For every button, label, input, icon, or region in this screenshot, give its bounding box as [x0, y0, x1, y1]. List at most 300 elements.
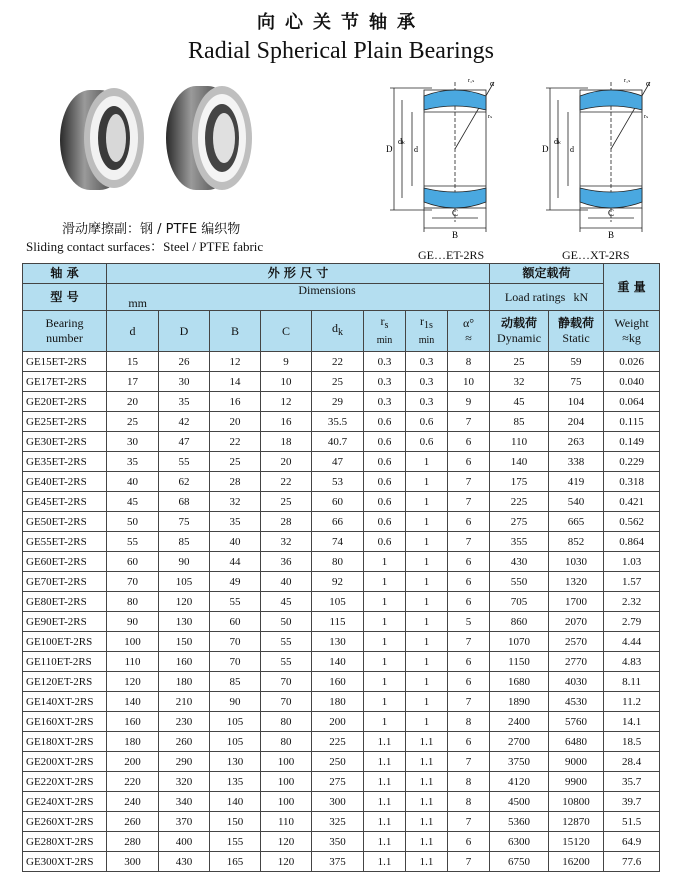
- cell-value: 0.026: [604, 352, 660, 372]
- cell-value: 47: [312, 452, 364, 472]
- cell-model: GE55ET-2RS: [23, 532, 107, 552]
- cell-value: 1.1: [406, 732, 448, 752]
- cell-value: 100: [261, 792, 312, 812]
- cell-value: 85: [210, 672, 261, 692]
- cell-value: 45: [490, 392, 549, 412]
- cell-model: GE110ET-2RS: [23, 652, 107, 672]
- header-B: B: [210, 311, 261, 352]
- table-row: [23, 592, 660, 612]
- cell-value: 2770: [549, 652, 604, 672]
- cell-value: 1: [406, 672, 448, 692]
- cell-value: 110: [107, 652, 159, 672]
- cell-value: 4.83: [604, 652, 660, 672]
- cell-value: 4030: [549, 672, 604, 692]
- cell-value: 1.1: [364, 792, 406, 812]
- cell-value: 2400: [490, 712, 549, 732]
- cell-model: GE120ET-2RS: [23, 672, 107, 692]
- cell-value: 15120: [549, 832, 604, 852]
- cell-value: 0.040: [604, 372, 660, 392]
- table-row: [23, 492, 660, 512]
- cell-model: GE15ET-2RS: [23, 352, 107, 372]
- cell-value: 25: [261, 492, 312, 512]
- cell-value: 51.5: [604, 812, 660, 832]
- cell-value: 370: [159, 812, 210, 832]
- cell-value: 7: [448, 472, 490, 492]
- cell-value: 28: [261, 512, 312, 532]
- cell-value: 1.1: [406, 832, 448, 852]
- cell-value: 1: [406, 652, 448, 672]
- cell-value: 6: [448, 512, 490, 532]
- cell-value: 70: [210, 632, 261, 652]
- cell-value: 1: [364, 572, 406, 592]
- cell-value: 6: [448, 572, 490, 592]
- cell-value: 200: [312, 712, 364, 732]
- cell-value: 130: [210, 752, 261, 772]
- cell-value: 14.1: [604, 712, 660, 732]
- cell-value: 110: [490, 432, 549, 452]
- cell-value: 140: [312, 652, 364, 672]
- cell-value: 10: [261, 372, 312, 392]
- table-row: [23, 532, 660, 552]
- cell-model: GE40ET-2RS: [23, 472, 107, 492]
- cell-value: 140: [107, 692, 159, 712]
- cell-value: 290: [159, 752, 210, 772]
- cell-model: GE17ET-2RS: [23, 372, 107, 392]
- cell-value: 705: [490, 592, 549, 612]
- page-title-en: Radial Spherical Plain Bearings: [188, 38, 494, 64]
- cell-value: 665: [549, 512, 604, 532]
- dim-letter-C: C: [452, 208, 459, 218]
- cell-value: 0.3: [364, 352, 406, 372]
- cell-value: 70: [261, 692, 312, 712]
- cell-value: 355: [490, 532, 549, 552]
- cell-value: 540: [549, 492, 604, 512]
- bearing-photo-2: [160, 76, 260, 201]
- cell-value: 1: [406, 632, 448, 652]
- cell-value: 1: [406, 712, 448, 732]
- cell-value: 0.3: [406, 352, 448, 372]
- header-alpha: α° ≈: [448, 311, 490, 352]
- cell-value: 30: [107, 432, 159, 452]
- cell-value: 0.6: [364, 412, 406, 432]
- cell-model: GE35ET-2RS: [23, 452, 107, 472]
- cell-value: 150: [210, 812, 261, 832]
- cell-value: 4500: [490, 792, 549, 812]
- cell-value: 1070: [490, 632, 549, 652]
- dim-letter-D-2: D: [542, 144, 549, 154]
- cell-value: 85: [490, 412, 549, 432]
- cell-value: 1.1: [406, 812, 448, 832]
- cell-value: 0.6: [364, 512, 406, 532]
- cell-value: 1.1: [406, 752, 448, 772]
- header-d: d: [107, 311, 159, 352]
- cell-value: 55: [261, 632, 312, 652]
- cell-value: 263: [549, 432, 604, 452]
- cell-value: 260: [159, 732, 210, 752]
- cell-value: 11.2: [604, 692, 660, 712]
- cell-value: 40.7: [312, 432, 364, 452]
- cell-value: 18: [261, 432, 312, 452]
- cell-value: 28: [210, 472, 261, 492]
- cell-value: 50: [261, 612, 312, 632]
- cell-value: 200: [107, 752, 159, 772]
- cell-value: 45: [261, 592, 312, 612]
- cell-value: 1.1: [364, 852, 406, 872]
- cell-value: 12870: [549, 812, 604, 832]
- cell-value: 275: [490, 512, 549, 532]
- cell-value: 25: [107, 412, 159, 432]
- cell-value: 110: [261, 812, 312, 832]
- table-row: [23, 432, 660, 452]
- cell-value: 350: [312, 832, 364, 852]
- page-title-cn: 向心关节轴承: [257, 12, 425, 33]
- cell-value: 9: [261, 352, 312, 372]
- cell-model: GE70ET-2RS: [23, 572, 107, 592]
- dim-letter-rs-2: rₛ: [644, 114, 649, 120]
- cell-value: 55: [159, 452, 210, 472]
- cell-value: 1: [406, 552, 448, 572]
- cell-value: 210: [159, 692, 210, 712]
- table-row: [23, 792, 660, 812]
- cell-value: 1: [364, 712, 406, 732]
- cell-value: 320: [159, 772, 210, 792]
- cell-value: 40: [107, 472, 159, 492]
- cell-model: GE20ET-2RS: [23, 392, 107, 412]
- cell-value: 60: [210, 612, 261, 632]
- cell-value: 150: [159, 632, 210, 652]
- cell-value: 2.79: [604, 612, 660, 632]
- cell-value: 10: [448, 372, 490, 392]
- cell-value: 1.1: [364, 732, 406, 752]
- cell-value: 100: [261, 752, 312, 772]
- header-model-cn: 轴 承: [23, 264, 107, 284]
- cell-value: 1: [406, 692, 448, 712]
- cell-value: 16: [261, 412, 312, 432]
- cell-value: 32: [261, 532, 312, 552]
- cell-value: 16200: [549, 852, 604, 872]
- cell-value: 26: [159, 352, 210, 372]
- cell-value: 80: [261, 732, 312, 752]
- cell-value: 10800: [549, 792, 604, 812]
- cell-value: 42: [159, 412, 210, 432]
- cell-value: 0.229: [604, 452, 660, 472]
- cell-value: 14: [210, 372, 261, 392]
- cell-model: GE220XT-2RS: [23, 772, 107, 792]
- dim-letter-dk-2: dₖ: [554, 137, 562, 146]
- cell-value: 35: [210, 512, 261, 532]
- cell-value: 0.562: [604, 512, 660, 532]
- cell-value: 8: [448, 772, 490, 792]
- cell-value: 12: [261, 392, 312, 412]
- cell-value: 7: [448, 852, 490, 872]
- cell-value: 175: [490, 472, 549, 492]
- cell-value: 120: [159, 592, 210, 612]
- cell-model: GE30ET-2RS: [23, 432, 107, 452]
- cell-value: 4120: [490, 772, 549, 792]
- cell-value: 40: [261, 572, 312, 592]
- cell-value: 325: [312, 812, 364, 832]
- cell-value: 204: [549, 412, 604, 432]
- cell-value: 340: [159, 792, 210, 812]
- cell-value: 338: [549, 452, 604, 472]
- cell-model: GE50ET-2RS: [23, 512, 107, 532]
- cell-value: 1.1: [364, 772, 406, 792]
- cell-value: 419: [549, 472, 604, 492]
- cell-model: GE90ET-2RS: [23, 612, 107, 632]
- header-static: 静载荷 Static: [549, 311, 604, 352]
- cell-value: 35: [159, 392, 210, 412]
- cell-value: 80: [312, 552, 364, 572]
- cell-value: 120: [107, 672, 159, 692]
- table-row: [23, 812, 660, 832]
- table-row: [23, 732, 660, 752]
- cell-value: 1: [406, 452, 448, 472]
- cell-value: 105: [312, 592, 364, 612]
- cell-value: 55: [210, 592, 261, 612]
- cell-value: 7: [448, 812, 490, 832]
- cell-value: 1.1: [364, 832, 406, 852]
- cell-value: 55: [261, 652, 312, 672]
- cell-value: 180: [312, 692, 364, 712]
- cell-model: GE45ET-2RS: [23, 492, 107, 512]
- cell-value: 8: [448, 352, 490, 372]
- cell-value: 6: [448, 452, 490, 472]
- cell-value: 104: [549, 392, 604, 412]
- header-dk: $d_k$: [312, 311, 364, 352]
- cell-value: 75: [549, 372, 604, 392]
- cell-value: 3750: [490, 752, 549, 772]
- header-dimensions-cn: 外 形 尺 寸: [107, 264, 490, 284]
- table-row: [23, 552, 660, 572]
- cell-value: 120: [261, 852, 312, 872]
- cell-value: 7: [448, 632, 490, 652]
- cell-value: 1: [364, 652, 406, 672]
- cell-value: 80: [261, 712, 312, 732]
- cell-value: 860: [490, 612, 549, 632]
- cell-value: 120: [261, 832, 312, 852]
- cell-model: GE160XT-2RS: [23, 712, 107, 732]
- cell-value: 7: [448, 492, 490, 512]
- cell-value: 550: [490, 572, 549, 592]
- cell-model: GE140XT-2RS: [23, 692, 107, 712]
- cell-value: 18.5: [604, 732, 660, 752]
- cell-value: 130: [159, 612, 210, 632]
- cell-value: 100: [107, 632, 159, 652]
- table-row: [23, 612, 660, 632]
- cell-value: 1.1: [406, 852, 448, 872]
- cell-value: 0.6: [364, 452, 406, 472]
- cell-value: 28.4: [604, 752, 660, 772]
- cell-value: 66: [312, 512, 364, 532]
- cell-value: 130: [312, 632, 364, 652]
- section-drawing-et: [372, 72, 502, 242]
- bearing-spec-table: [22, 263, 660, 872]
- cell-model: GE25ET-2RS: [23, 412, 107, 432]
- cell-value: 20: [107, 392, 159, 412]
- cell-value: 0.6: [364, 492, 406, 512]
- cell-value: 1150: [490, 652, 549, 672]
- cell-model: GE300XT-2RS: [23, 852, 107, 872]
- header-D: D: [159, 311, 210, 352]
- cell-value: 1: [406, 532, 448, 552]
- cell-value: 230: [159, 712, 210, 732]
- cell-value: 0.6: [364, 432, 406, 452]
- cell-value: 135: [210, 772, 261, 792]
- dim-letter-alpha: α: [490, 79, 495, 88]
- table-row: [23, 452, 660, 472]
- dim-letter-alpha-2: α: [646, 79, 651, 88]
- cell-value: 12: [210, 352, 261, 372]
- table-row: [23, 472, 660, 492]
- cell-value: 60: [312, 492, 364, 512]
- cell-model: GE180XT-2RS: [23, 732, 107, 752]
- section-drawing-xt: [532, 72, 662, 242]
- cell-value: 1: [406, 572, 448, 592]
- cell-value: 105: [210, 712, 261, 732]
- cell-value: 16: [210, 392, 261, 412]
- cell-value: 85: [159, 532, 210, 552]
- cell-value: 2.32: [604, 592, 660, 612]
- cell-value: 1.1: [364, 812, 406, 832]
- cell-value: 0.115: [604, 412, 660, 432]
- cell-value: 6: [448, 652, 490, 672]
- cell-value: 5760: [549, 712, 604, 732]
- cell-value: 1320: [549, 572, 604, 592]
- header-C: C: [261, 311, 312, 352]
- cell-value: 62: [159, 472, 210, 492]
- cell-value: 53: [312, 472, 364, 492]
- cell-value: 44: [210, 552, 261, 572]
- cell-value: 7: [448, 532, 490, 552]
- cell-value: 0.421: [604, 492, 660, 512]
- cell-model: GE280XT-2RS: [23, 832, 107, 852]
- cell-value: 9000: [549, 752, 604, 772]
- cell-value: 39.7: [604, 792, 660, 812]
- cell-value: 22: [261, 472, 312, 492]
- table-row: [23, 372, 660, 392]
- drawing-label-xt: GE…XT-2RS: [562, 248, 630, 262]
- cell-value: 29: [312, 392, 364, 412]
- cell-value: 35.7: [604, 772, 660, 792]
- cell-value: 0.318: [604, 472, 660, 492]
- cell-value: 5: [448, 612, 490, 632]
- cell-value: 2570: [549, 632, 604, 652]
- cell-value: 74: [312, 532, 364, 552]
- cell-value: 8.11: [604, 672, 660, 692]
- cell-value: 1: [364, 692, 406, 712]
- cell-value: 1: [406, 472, 448, 492]
- cell-value: 32: [210, 492, 261, 512]
- cell-value: 160: [107, 712, 159, 732]
- cell-value: 6: [448, 592, 490, 612]
- cell-value: 6: [448, 672, 490, 692]
- drawing-label-et: GE…ET-2RS: [418, 248, 485, 262]
- cell-value: 0.6: [364, 472, 406, 492]
- cell-value: 35.5: [312, 412, 364, 432]
- header-load-cn: 额定载荷: [490, 264, 604, 284]
- bearing-photo-1: [52, 76, 152, 201]
- cell-value: 90: [107, 612, 159, 632]
- cell-value: 430: [490, 552, 549, 572]
- cell-value: 0.3: [364, 392, 406, 412]
- cell-value: 2070: [549, 612, 604, 632]
- cell-value: 1.1: [406, 772, 448, 792]
- cell-value: 1: [406, 492, 448, 512]
- cell-value: 0.6: [364, 532, 406, 552]
- cell-value: 275: [312, 772, 364, 792]
- cell-value: 47: [159, 432, 210, 452]
- cell-value: 165: [210, 852, 261, 872]
- cell-value: 0.064: [604, 392, 660, 412]
- cell-value: 1.1: [406, 792, 448, 812]
- cell-value: 115: [312, 612, 364, 632]
- cell-value: 300: [312, 792, 364, 812]
- cell-value: 59: [549, 352, 604, 372]
- cell-value: 1: [364, 632, 406, 652]
- cell-value: 160: [159, 652, 210, 672]
- cell-value: 6: [448, 832, 490, 852]
- table-row: [23, 672, 660, 692]
- cell-value: 6480: [549, 732, 604, 752]
- cell-value: 0.149: [604, 432, 660, 452]
- cell-value: 92: [312, 572, 364, 592]
- table-row: [23, 392, 660, 412]
- table-row: [23, 772, 660, 792]
- table-row: [23, 652, 660, 672]
- dim-letter-dk: dₖ: [398, 137, 406, 146]
- header-weight-cn: 重 量: [604, 264, 660, 311]
- cell-value: 1: [364, 592, 406, 612]
- cell-value: 240: [107, 792, 159, 812]
- cell-model: GE100ET-2RS: [23, 632, 107, 652]
- cell-value: 4530: [549, 692, 604, 712]
- cell-value: 7: [448, 412, 490, 432]
- cell-value: 22: [210, 432, 261, 452]
- cell-value: 5360: [490, 812, 549, 832]
- cell-value: 25: [312, 372, 364, 392]
- dim-letter-D: D: [386, 144, 393, 154]
- header-model-cn-2: 型 号: [23, 284, 107, 311]
- header-model-en: Bearing number: [23, 311, 107, 352]
- cell-value: 70: [210, 652, 261, 672]
- cell-value: 9: [448, 392, 490, 412]
- cell-value: 68: [159, 492, 210, 512]
- cell-value: 35: [107, 452, 159, 472]
- cell-value: 1890: [490, 692, 549, 712]
- dim-letter-B: B: [452, 230, 459, 240]
- cell-value: 105: [210, 732, 261, 752]
- cell-value: 1.57: [604, 572, 660, 592]
- cell-model: GE260XT-2RS: [23, 812, 107, 832]
- cell-value: 0.864: [604, 532, 660, 552]
- cell-value: 0.3: [406, 372, 448, 392]
- cell-value: 250: [312, 752, 364, 772]
- cell-value: 1700: [549, 592, 604, 612]
- cell-value: 260: [107, 812, 159, 832]
- table-row: [23, 512, 660, 532]
- dim-letter-B-2: B: [608, 230, 615, 240]
- cell-value: 80: [107, 592, 159, 612]
- cell-value: 430: [159, 852, 210, 872]
- cell-value: 22: [312, 352, 364, 372]
- cell-model: GE60ET-2RS: [23, 552, 107, 572]
- cell-value: 160: [312, 672, 364, 692]
- cell-model: GE200XT-2RS: [23, 752, 107, 772]
- cell-value: 25: [210, 452, 261, 472]
- cell-value: 1: [364, 552, 406, 572]
- cell-value: 0.3: [364, 372, 406, 392]
- cell-value: 77.6: [604, 852, 660, 872]
